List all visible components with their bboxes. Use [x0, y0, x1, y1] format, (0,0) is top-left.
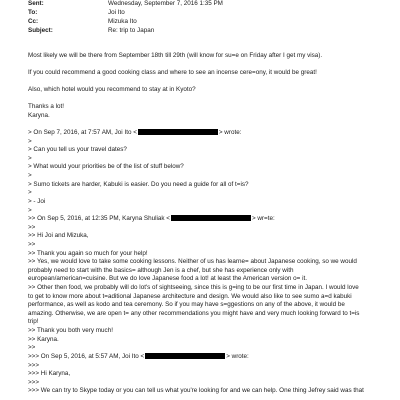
quote-line: > What would your priorities be of the list of stuff below? [28, 163, 184, 170]
quote-header [28, 353, 378, 362]
quote-line: > Sumo tickets are harder, Kabuki is easier. Do you need a guide for all of t=is? [28, 181, 249, 188]
quote-line: >>> [28, 362, 40, 369]
redacted-email [171, 215, 251, 221]
to-value: Joi Ito [108, 9, 125, 16]
sent-value: Wednesday, September 7, 2016 1:35 PM [108, 0, 223, 7]
sent-row [28, 0, 388, 8]
cc-value: Mizuka Ito [108, 18, 137, 25]
quote-line: > [28, 155, 32, 162]
quote-line: >> Other then food, we probably will do lot's of sightseeing, since this is g=ing to be our first time in Japan. I would love [28, 284, 359, 291]
quote-line: >> Hi Joi and Mizuka, [28, 232, 89, 239]
body-line: Also, which hotel would you recommend to stay at in Kyoto? [28, 86, 196, 93]
quote-line: >> Karyna. [28, 336, 59, 343]
quote-line: >> Thank you both very much! [28, 327, 113, 334]
quote-line: > [28, 138, 32, 145]
quote-line: >>> [28, 379, 40, 386]
sent-label: Sent: [28, 0, 44, 7]
signature: Karyna. [28, 112, 50, 119]
quote-line: >> Yes, we would love to take some cooking lessons. Neither of us has learne= about Japanese cooking, so we would [28, 258, 357, 265]
quote-line: > [28, 172, 32, 179]
quote-line: amazing. Otherwise, we are open t= any other recommendations you might have and very much looking forward to t=is [28, 310, 360, 317]
body-line: Thanks a lot! [28, 103, 65, 110]
quote-line: european/american=cuisine. But we do love Japanese food a lot! at least the American version o= it. [28, 275, 307, 282]
quote-line: > - Joi [28, 198, 46, 205]
redacted-email [138, 129, 218, 135]
subject-value: Re: trip to Japan [108, 27, 155, 34]
quote-line: >> [28, 241, 36, 248]
to-label: To: [28, 9, 38, 16]
quote-line: > [28, 207, 32, 214]
subject-row [28, 27, 388, 35]
quote-line: >> [28, 224, 36, 231]
body-line: Most likely we will be there from September 18th till 29th (will know for su=e on Friday after I get my visa). [28, 52, 323, 59]
quote-header-text: >> On Sep 5, 2016, at 12:35 PM, Karyna Shuliak < [28, 215, 170, 222]
quote-header-text: > wrote: [226, 353, 249, 360]
subject-label: Subject: [28, 27, 53, 34]
quote-line: >>> Hi Karyna, [28, 370, 71, 377]
cc-label: Cc: [28, 18, 39, 25]
quote-line: > [28, 189, 32, 196]
quote-line: probably need to start with the basics= although Jen is a chef, but she has experience only with [28, 267, 294, 274]
quote-line: >> Thank you again so much for your help! [28, 250, 148, 257]
quote-header-text: >>> On Sep 5, 2016, at 5:57 AM, Joi Ito < [28, 353, 145, 360]
quote-header-text: > On Sep 7, 2016, at 7:57 AM, Joi Ito < [28, 129, 137, 136]
cc-row [28, 18, 388, 26]
quote-line: to get to know more about t=aditional Japanese architecture and design. We would also like to see sumo a=d kabuki [28, 293, 352, 300]
to-row [28, 9, 388, 17]
body-line: If you could recommend a good cooking class and where to see an incense cere=ony, it would be great! [28, 69, 317, 76]
quote-line: >> [28, 344, 36, 351]
quote-header-text: > wrote: [218, 129, 242, 136]
quote-line: performance, as well as kodo and tea ceremony. So if you may have s=ggestions on any of the above, it would be [28, 301, 345, 308]
redacted-email [145, 353, 225, 359]
quote-line: > Can you tell us your travel dates? [28, 146, 127, 153]
quote-header [28, 129, 378, 138]
quote-header [28, 215, 378, 224]
quote-line: >>> We can try to Skype today or you can tell us what you're looking for and we can help. One thing Jefrey said was that [28, 387, 364, 394]
quote-line: trip! [28, 318, 39, 325]
quote-header-text: > wr=te: [251, 215, 275, 222]
